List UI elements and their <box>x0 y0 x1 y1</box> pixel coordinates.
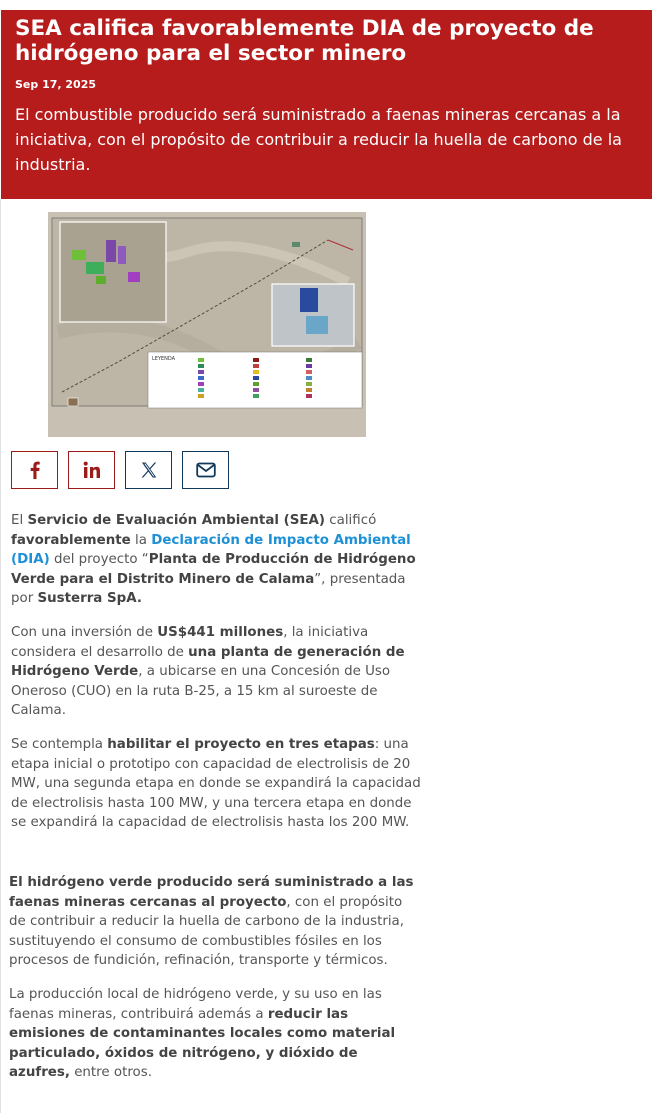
project-map-image[interactable] <box>48 212 366 437</box>
article-lead: El combustible producido será suministrado a faenas mineras cercanas a la iniciativa, con el propósito de contribuir a reducir la huella de carbono de la industria. <box>15 105 622 174</box>
map-marker <box>292 242 300 247</box>
article-header <box>1 10 652 199</box>
dia-link[interactable]: Declaración de Impacto Ambiental (DIA) <box>11 532 411 568</box>
article-paragraph-2 <box>11 623 425 721</box>
text-run: Se contempla <box>11 737 108 752</box>
share-email-button[interactable] <box>182 451 229 489</box>
left-divider <box>0 199 1 1113</box>
text-run: calificó <box>325 513 377 528</box>
map-parcel <box>106 240 116 262</box>
linkedin-icon <box>83 461 101 479</box>
text-run: , la iniciativa considera el desarrollo de <box>11 625 369 660</box>
map-parcel <box>128 272 140 282</box>
text-run: ”, presentada por <box>11 571 406 607</box>
share-x-button[interactable] <box>125 451 172 489</box>
bold-text: reducir las emisiones de contaminantes locales como material particulado, óxidos de nitrógeno, y dióxido de azufres, <box>9 1006 396 1081</box>
article-date: Sep 17, 2025 <box>15 78 97 91</box>
text-run: , a ubicarse en una Concesión de Uso Oneroso (CUO) en la ruta B-25, a 15 km al suroeste de Calama. <box>11 664 391 719</box>
text-run: la <box>130 532 152 548</box>
map-inset-left <box>60 222 166 322</box>
article-title: SEA califica favorablemente DIA de proyecto de hidrógeno para el sector minero <box>15 16 594 66</box>
map-graphic <box>48 212 366 437</box>
article-paragraph-5 <box>9 985 423 1083</box>
article-paragraph-1 <box>11 511 425 609</box>
share-linkedin-button[interactable] <box>68 451 115 489</box>
share-facebook-button[interactable] <box>11 451 58 489</box>
text-run: entre otros. <box>69 1065 152 1081</box>
text-run: del proyecto “ <box>49 552 149 568</box>
bold-text: US$441 millones <box>157 625 284 640</box>
bold-text: una planta de generación de Hidrógeno Verde <box>11 644 405 680</box>
facebook-icon <box>27 461 43 479</box>
bold-text: habilitar el proyecto en tres etapas <box>107 737 375 752</box>
map-parcel <box>86 262 104 274</box>
share-bar <box>11 451 229 489</box>
map-parcel <box>118 246 126 264</box>
article-paragraph-3 <box>11 735 425 833</box>
text-run: : una etapa inicial o prototipo con capacidad de electrolisis de 20 MW, una segunda etapa en donde se expandirá la capacidad de electrolisis hasta 100 MW, y una tercera etapa en donde se expandirá la capacidad de electrolisis hasta los 200 MW. <box>11 737 421 831</box>
map-parcel <box>96 276 106 284</box>
map-plant-block <box>306 316 328 334</box>
bold-text: Planta de Producción de Hidrógeno Verde para el Distrito Minero de Calama <box>11 552 416 587</box>
bold-text: favorablemente <box>11 532 131 548</box>
text-run: La producción local de hidrógeno verde, y su uso en las faenas mineras, contribuirá además a <box>9 987 382 1022</box>
map-small-inset <box>68 398 78 406</box>
text-run: , con el propósito de contribuir a reducir la huella de carbono de la industria, sustituyendo el consumo de combustibles fósiles en los procesos de fundición, refinación, transporte y térmicos. <box>9 894 405 969</box>
bold-text: El hidrógeno verde producido será suministrado a las faenas mineras cercanas al proyecto <box>9 875 414 910</box>
text-run: Con una inversión de <box>11 625 158 640</box>
map-parcel <box>72 250 86 260</box>
x-icon <box>140 461 158 479</box>
map-legend-title: LEYENDA <box>152 356 176 362</box>
bold-text: Servicio de Evaluación Ambiental (SEA) <box>27 513 326 528</box>
bold-text: Susterra SpA. <box>37 591 142 607</box>
map-plant-block <box>300 288 318 312</box>
mail-icon <box>196 462 216 478</box>
text-run: El <box>11 513 28 528</box>
article-paragraph-4 <box>9 873 423 971</box>
